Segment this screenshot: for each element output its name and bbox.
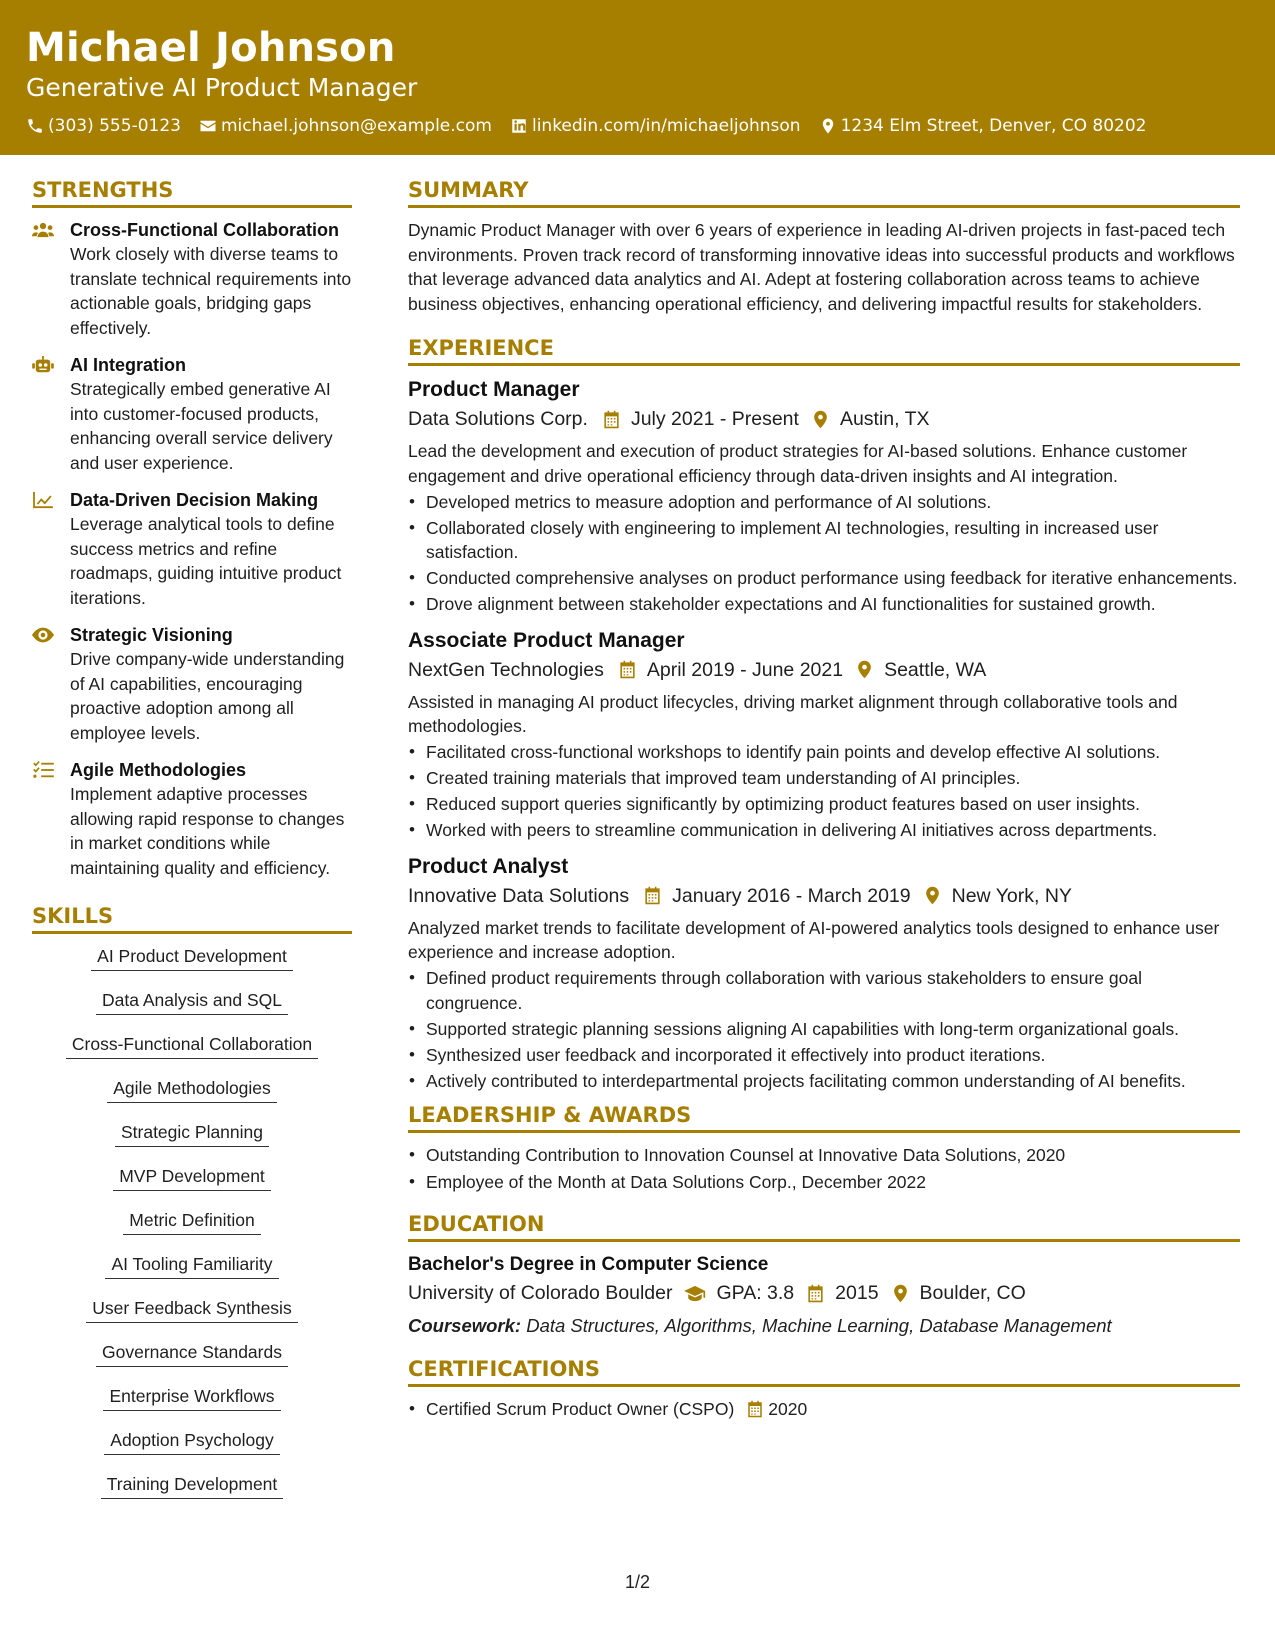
job-bullets bbox=[408, 490, 1240, 617]
coursework-label: Coursework: bbox=[408, 1315, 522, 1336]
skill-tag: AI Tooling Familiarity bbox=[105, 1252, 278, 1279]
certification-list bbox=[408, 1397, 1240, 1422]
education-heading: EDUCATION bbox=[408, 1212, 1240, 1242]
job-dates: July 2021 - Present bbox=[630, 408, 799, 430]
strength-desc: Drive company-wide understanding of AI capabilities, encouraging proactive adoption among all employee levels. bbox=[70, 649, 345, 743]
skill-tag: Data Analysis and SQL bbox=[96, 988, 288, 1015]
users-icon bbox=[32, 221, 54, 239]
job-meta bbox=[408, 404, 1240, 434]
calendar-icon bbox=[643, 886, 662, 905]
strength-title: Cross-Functional Collaboration bbox=[70, 220, 340, 240]
job-company: Innovative Data Solutions bbox=[408, 884, 630, 907]
graduation-year: 2015 bbox=[835, 1282, 879, 1304]
job-company: NextGen Technologies bbox=[408, 658, 604, 681]
contact-linkedin[interactable] bbox=[510, 116, 801, 136]
certification-year: 2020 bbox=[768, 1399, 808, 1419]
school-location: Boulder, CO bbox=[919, 1282, 1026, 1304]
strength-desc: Work closely with diverse teams to translate technical requirements into actionable goals, bridging gaps effectively. bbox=[70, 244, 352, 338]
right-column bbox=[408, 178, 1240, 1422]
coursework-list: Data Structures, Algorithms, Machine Learning, Database Management bbox=[526, 1315, 1112, 1336]
skill-tag: Cross-Functional Collaboration bbox=[66, 1032, 318, 1059]
skill-tag: Strategic Planning bbox=[115, 1120, 269, 1147]
skill-tag: MVP Development bbox=[113, 1164, 271, 1191]
job-bullet: • Drove alignment between stakeholder expectations and AI functionalities for sustained growth. bbox=[408, 592, 1240, 617]
left-column bbox=[32, 178, 352, 1516]
certifications-heading: CERTIFICATIONS bbox=[408, 1357, 1240, 1387]
award-item: • Employee of the Month at Data Solutions Corp., December 2022 bbox=[408, 1170, 1240, 1195]
job-entry bbox=[408, 853, 1240, 1094]
strength-desc: Implement adaptive processes allowing rapid response to changes in market conditions while maintaining quality and efficiency. bbox=[70, 784, 345, 878]
map-pin-icon bbox=[923, 886, 942, 905]
job-bullet: • Developed metrics to measure adoption and performance of AI solutions. bbox=[408, 490, 1240, 515]
job-location: Austin, TX bbox=[839, 408, 930, 430]
skill-tag: Training Development bbox=[101, 1472, 284, 1499]
job-bullet: • Defined product requirements through collaboration with various stakeholders to ensure goal congruence. bbox=[408, 966, 1240, 1015]
job-bullets bbox=[408, 740, 1240, 843]
job-description: Lead the development and execution of product strategies for AI-based solutions. Enhance customer engagement and drive operational efficiency through data-driven insights and AI integration. bbox=[408, 441, 1188, 486]
job-bullet: • Conducted comprehensive analyses on product performance using feedback for iterative enhancements. bbox=[408, 566, 1240, 591]
contact-bar bbox=[26, 116, 1249, 136]
job-dates: January 2016 - March 2019 bbox=[672, 884, 911, 907]
education-section bbox=[408, 1212, 1240, 1339]
job-bullet: • Reduced support queries significantly by optimizing product features based on user insights. bbox=[408, 792, 1240, 817]
job-meta bbox=[408, 655, 1240, 685]
robot-icon bbox=[32, 356, 54, 374]
skill-tag: Agile Methodologies bbox=[107, 1076, 277, 1103]
job-entry bbox=[408, 376, 1240, 617]
job-dates: April 2019 - June 2021 bbox=[646, 658, 844, 681]
coursework bbox=[408, 1313, 1240, 1339]
job-role: Product Manager bbox=[408, 378, 580, 401]
strength-item bbox=[32, 353, 352, 475]
skills-heading: SKILLS bbox=[32, 904, 352, 934]
resume-header bbox=[0, 0, 1275, 155]
map-pin-icon bbox=[811, 410, 830, 429]
summary-heading: SUMMARY bbox=[408, 178, 1240, 208]
school-name: University of Colorado Boulder bbox=[408, 1282, 673, 1304]
calendar-icon bbox=[746, 1400, 764, 1418]
strength-item bbox=[32, 623, 352, 745]
job-location: Seattle, WA bbox=[884, 658, 987, 681]
job-bullet: • Actively contributed to interdepartmental projects facilitating common understanding of AI benefits. bbox=[408, 1069, 1240, 1094]
strength-title: Agile Methodologies bbox=[70, 760, 247, 780]
calendar-icon bbox=[618, 660, 637, 679]
strength-title: Data-Driven Decision Making bbox=[70, 490, 319, 510]
contact-address bbox=[819, 116, 1147, 136]
job-role: Product Analyst bbox=[408, 854, 569, 878]
leadership-section bbox=[408, 1103, 1240, 1194]
job-bullet: • Facilitated cross-functional workshops to identify pain points and develop effective AI solutions. bbox=[408, 740, 1240, 765]
skill-tag: Adoption Psychology bbox=[104, 1428, 279, 1455]
experience-heading: EXPERIENCE bbox=[408, 336, 1240, 366]
job-description: Analyzed market trends to facilitate development of AI-powered analytics tools designed to enhance user experience and increase adoption. bbox=[408, 917, 1220, 962]
map-pin-icon bbox=[891, 1284, 910, 1303]
job-role: Associate Product Manager bbox=[408, 628, 685, 652]
strength-desc: Leverage analytical tools to define success metrics and refine roadmaps, guiding intuitive product iterations. bbox=[70, 514, 342, 608]
job-entry bbox=[408, 627, 1240, 843]
strength-item bbox=[32, 218, 352, 340]
certifications-section bbox=[408, 1357, 1240, 1422]
certification-item bbox=[408, 1397, 1240, 1422]
job-company: Data Solutions Corp. bbox=[408, 408, 588, 430]
calendar-icon bbox=[806, 1284, 825, 1303]
degree-title: Bachelor's Degree in Computer Science bbox=[408, 1254, 769, 1275]
chart-line-icon bbox=[32, 491, 54, 509]
strength-title: AI Integration bbox=[70, 355, 186, 375]
skill-tag: User Feedback Synthesis bbox=[86, 1296, 297, 1323]
job-bullet: • Created training materials that improved team understanding of AI principles. bbox=[408, 766, 1240, 791]
address-text: 1234 Elm Street, Denver, CO 80202 bbox=[840, 116, 1147, 136]
skill-tag: Enterprise Workflows bbox=[103, 1384, 280, 1411]
list-check-icon bbox=[32, 761, 54, 779]
skill-tag: Governance Standards bbox=[96, 1340, 288, 1367]
strength-item bbox=[32, 758, 352, 880]
strength-title: Strategic Visioning bbox=[70, 625, 233, 645]
candidate-name: Michael Johnson bbox=[26, 25, 396, 71]
envelope-icon bbox=[199, 117, 217, 135]
strength-item bbox=[32, 488, 352, 610]
job-bullet: • Supported strategic planning sessions aligning AI capabilities with long-term organizational goals. bbox=[408, 1017, 1240, 1042]
certification-name: • Certified Scrum Product Owner (CSPO) bbox=[426, 1399, 735, 1419]
award-list bbox=[408, 1143, 1240, 1194]
job-bullets bbox=[408, 966, 1240, 1093]
strength-desc: Strategically embed generative AI into customer-focused products, enhancing overall service delivery and user experience. bbox=[70, 379, 333, 473]
strengths-heading: STRENGTHS bbox=[32, 178, 352, 208]
map-pin-icon bbox=[819, 117, 837, 135]
phone-text: (303) 555-0123 bbox=[48, 116, 181, 136]
linkedin-icon bbox=[510, 117, 528, 135]
job-description: Assisted in managing AI product lifecycles, driving market alignment through collaborative tools and methodologies. bbox=[408, 691, 1178, 736]
email-text: michael.johnson@example.com bbox=[220, 116, 492, 136]
job-bullet: • Synthesized user feedback and incorporated it effectively into product iterations. bbox=[408, 1043, 1240, 1068]
contact-phone[interactable] bbox=[26, 116, 181, 136]
graduation-cap-icon bbox=[684, 1284, 706, 1303]
page-number: 1/2 bbox=[624, 1572, 651, 1592]
experience-section bbox=[408, 336, 1240, 1093]
education-meta bbox=[408, 1278, 1240, 1308]
skills-section bbox=[32, 904, 352, 1516]
map-pin-icon bbox=[855, 660, 874, 679]
contact-email[interactable] bbox=[199, 116, 492, 136]
job-bullet: • Worked with peers to streamline communication in delivering AI initiatives across departments. bbox=[408, 818, 1240, 843]
linkedin-text: linkedin.com/in/michaeljohnson bbox=[531, 116, 801, 136]
summary-section bbox=[408, 178, 1240, 316]
skill-tag: AI Product Development bbox=[91, 944, 293, 971]
eye-icon bbox=[32, 626, 54, 644]
candidate-title: Generative AI Product Manager bbox=[26, 73, 418, 102]
leadership-heading: LEADERSHIP & AWARDS bbox=[408, 1103, 1240, 1133]
job-bullet: • Collaborated closely with engineering to implement AI technologies, resulting in increased user satisfaction. bbox=[408, 516, 1240, 565]
gpa: GPA: 3.8 bbox=[716, 1282, 795, 1304]
job-meta bbox=[408, 881, 1240, 911]
skill-tag: Metric Definition bbox=[123, 1208, 260, 1235]
summary-text: Dynamic Product Manager with over 6 years of experience in leading AI-driven projects in fast-paced tech environments. Proven track record of transforming innovative ideas into successful products and workflows that leverage advanced data analytics and AI. Adept at fostering collaboration across teams to achieve business objectives, enhancing operational efficiency, and delivering impactful results for stakeholders. bbox=[408, 220, 1235, 314]
phone-icon bbox=[26, 117, 44, 135]
job-location: New York, NY bbox=[951, 884, 1072, 907]
award-item: • Outstanding Contribution to Innovation Counsel at Innovative Data Solutions, 2020 bbox=[408, 1143, 1240, 1168]
skill-list bbox=[32, 944, 352, 1516]
calendar-icon bbox=[602, 410, 621, 429]
